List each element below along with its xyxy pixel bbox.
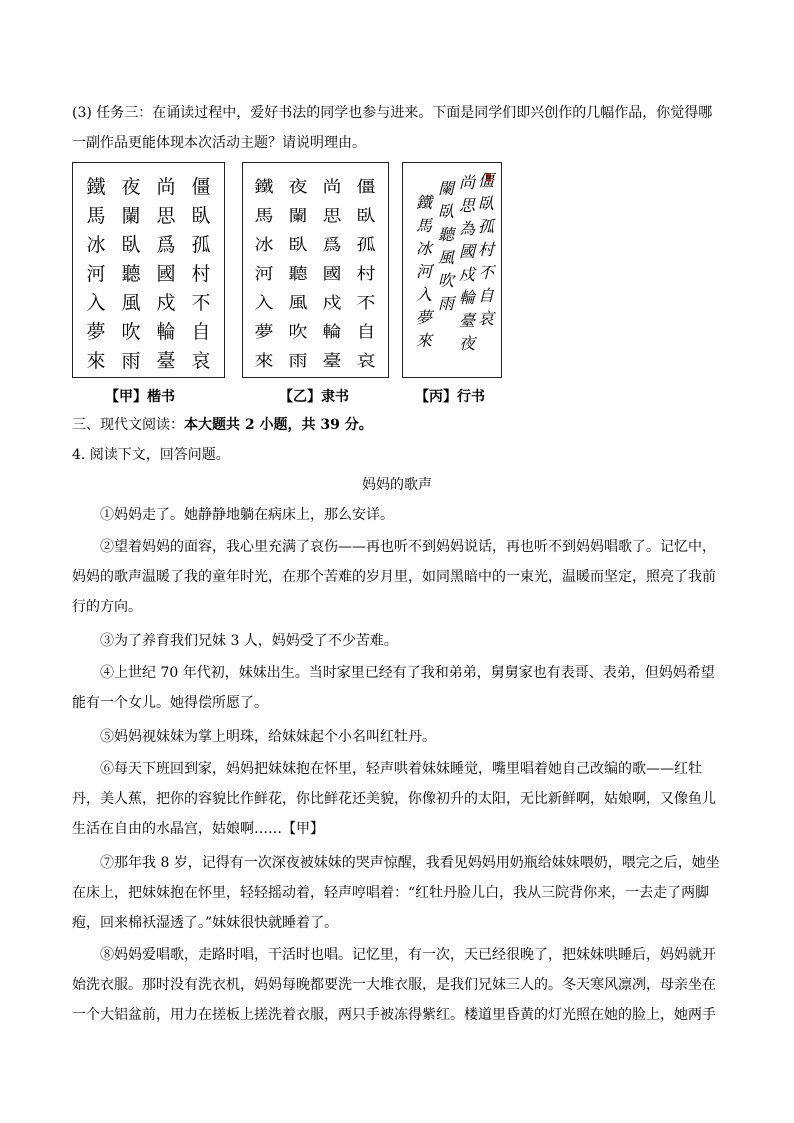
calligraphy-character: 入 (415, 285, 432, 304)
calligraphy-character: 闌 (121, 205, 141, 227)
calligraphy-character: 來 (254, 352, 274, 371)
calligraphy-character: 夢 (415, 308, 432, 327)
calligraphy-character: 尚 (322, 178, 342, 197)
lishu-column-4 (249, 173, 279, 376)
paragraph-6-line-3: 生活在自由的水晶宫，姑娘啊……【甲】 (72, 821, 324, 837)
calligraphy-panel-xingshu (402, 162, 502, 378)
calligraphy-character: 僵 (191, 176, 211, 198)
calligraphy-character: 臥 (121, 234, 141, 256)
calligraphy-character: 雨 (288, 352, 308, 371)
calligraphy-character: 臥 (356, 207, 376, 226)
kaishu-column-4 (81, 173, 111, 376)
calligraphy-panel-kaishu (72, 162, 225, 378)
calligraphy-character: 不 (477, 263, 494, 282)
calligraphy-character: 爲 (322, 236, 342, 255)
calligraphy-character: 夜 (458, 334, 475, 353)
calligraphy-character: 不 (356, 294, 376, 313)
paragraph-2-line-3: 行的方向。 (72, 599, 142, 615)
calligraphy-character: 臺 (322, 352, 342, 371)
paragraph-8-line-3: 一个大铝盆前，用力在搓板上搓洗着衣服，两只手被冻得紫红。楼道里昏黄的灯光照在她的脸上，她两手 (72, 1007, 716, 1023)
calligraphy-character: 爲 (156, 234, 176, 256)
calligraphy-character: 闌 (288, 207, 308, 226)
calligraphy-character: 鐵 (86, 176, 106, 198)
section-3-score: 本大题共 2 小题，共 39 分。 (184, 417, 373, 433)
calligraphy-character: 風 (437, 248, 454, 267)
kaishu-column-2 (151, 173, 181, 376)
calligraphy-character: 河 (415, 262, 432, 281)
calligraphy-character: 僵 (477, 171, 494, 190)
calligraphy-character: 村 (356, 265, 376, 284)
lishu-column-2 (317, 173, 347, 376)
article-title: 妈妈的歌声 (362, 477, 432, 493)
paragraph-4-line-1: ④上世纪 70 年代初，妹妹出生。当时家里已经有了我和弟弟，舅舅家也有表哥、表弟，但妈妈希望 (100, 665, 715, 681)
question-4-prompt: 4. 阅读下文，回答问题。 (72, 447, 230, 463)
calligraphy-character: 哀 (477, 309, 494, 328)
calligraphy-character: 聽 (288, 265, 308, 284)
paragraph-8-line-2: 始洗衣服。那时没有洗衣机，妈妈每晚都要洗一大堆衣服，是我们兄妹三人的。冬天寒风凛冽，母亲坐在 (72, 977, 716, 993)
calligraphy-figure (72, 162, 512, 382)
calligraphy-character: 戍 (322, 294, 342, 313)
calligraphy-character: 雨 (121, 350, 141, 372)
caption-kaishu: 【甲】楷书 (105, 389, 175, 405)
calligraphy-character: 尚 (458, 173, 475, 192)
calligraphy-panel-lishu (242, 162, 389, 378)
calligraphy-character: 河 (254, 265, 274, 284)
lishu-column-1 (351, 173, 381, 376)
calligraphy-character: 自 (356, 323, 376, 342)
paragraph-8-line-1: ⑧妈妈爱唱歌，走路时唱，干活时也唱。记忆里，有一次，天已经很晚了，把妹妹哄睡后，妈妈就开 (100, 947, 716, 963)
calligraphy-character: 村 (477, 240, 494, 259)
calligraphy-character: 鐵 (415, 193, 432, 212)
calligraphy-character: 臥 (437, 202, 454, 221)
calligraphy-character: 自 (477, 286, 494, 305)
calligraphy-character: 入 (254, 294, 274, 313)
calligraphy-character: 入 (86, 292, 106, 314)
calligraphy-character: 哀 (356, 352, 376, 371)
paragraph-7-line-2: 在床上，把妹妹抱在怀里，轻轻摇动着，轻声哼唱着：“红牡丹脸儿白，我从三院背你来，一去走了两脚 (72, 885, 710, 901)
calligraphy-character: 思 (458, 196, 475, 215)
calligraphy-character: 來 (86, 350, 106, 372)
calligraphy-character: 戍 (458, 265, 475, 284)
paragraph-5: ⑤妈妈视妹妹为掌上明珠，给妹妹起个小名叫红牡丹。 (100, 729, 436, 745)
calligraphy-character: 冰 (415, 239, 432, 258)
calligraphy-character: 哀 (191, 350, 211, 372)
calligraphy-character: 國 (322, 265, 342, 284)
calligraphy-character: 夜 (288, 178, 308, 197)
calligraphy-character: 冰 (254, 236, 274, 255)
paragraph-2-line-2: 妈妈的歌声温暖了我的童年时光，在那个苦难的岁月里，如同黑暗中的一束光，温暖而坚定，照亮了我前 (72, 569, 716, 585)
calligraphy-character: 吹 (121, 321, 141, 343)
kaishu-column-1 (186, 173, 216, 376)
calligraphy-character: 吹 (288, 323, 308, 342)
caption-xingshu: 【丙】行书 (415, 389, 485, 405)
calligraphy-character: 為 (458, 219, 475, 238)
calligraphy-character: 夢 (86, 321, 106, 343)
calligraphy-character: 聽 (121, 263, 141, 285)
calligraphy-character: 來 (415, 331, 432, 350)
calligraphy-character: 不 (191, 292, 211, 314)
calligraphy-character: 自 (191, 321, 211, 343)
paragraph-7-line-3: 疱，回来棉袄湿透了。”妹妹很快就睡着了。 (72, 915, 339, 931)
paragraph-7-line-1: ⑦那年我 8 岁，记得有一次深夜被妹妹的哭声惊醒，我看见妈妈用奶瓶给妹妹喂奶，喂完之后，她坐 (100, 855, 720, 871)
paragraph-3: ③为了养育我们兄妹 3 人，妈妈受了不少苦难。 (100, 633, 398, 649)
lishu-column-3 (283, 173, 313, 376)
xingshu-column-1 (471, 169, 501, 330)
question-3-line-2: 一副作品更能体现本次活动主题？请说明理由。 (72, 135, 366, 151)
calligraphy-character: 思 (156, 205, 176, 227)
question-3-line-1: (3) 任务三：在诵读过程中，爱好书法的同学也参与进来。下面是同学们即兴创作的几幅作品，你觉得哪 (72, 105, 713, 121)
paragraph-6-line-2: 丹，美人蕉，把你的容貌比作鲜花，你比鲜花还美貌，你像初升的太阳，无比新鲜啊，姑娘啊，又像鱼儿 (72, 791, 716, 807)
paragraph-6-line-1: ⑥每天下班回到家，妈妈把妹妹抱在怀里，轻声哄着妹妹睡觉，嘴里唱着她自己改编的歌——红牡 (100, 761, 702, 777)
calligraphy-character: 孤 (191, 234, 211, 256)
caption-lishu: 【乙】隶书 (279, 389, 349, 405)
calligraphy-character: 風 (121, 292, 141, 314)
calligraphy-character: 孤 (356, 236, 376, 255)
calligraphy-character: 馬 (415, 216, 432, 235)
calligraphy-character: 馬 (254, 207, 274, 226)
calligraphy-character: 夜 (121, 176, 141, 198)
calligraphy-character: 河 (86, 263, 106, 285)
calligraphy-character: 風 (288, 294, 308, 313)
calligraphy-character: 輪 (322, 323, 342, 342)
paragraph-2-line-1: ②望着妈妈的面容，我心里充满了哀伤——再也听不到妈妈说话，再也听不到妈妈唱歌了。记忆中， (100, 539, 716, 555)
calligraphy-character: 戍 (156, 292, 176, 314)
calligraphy-character: 聽 (437, 225, 454, 244)
calligraphy-character: 馬 (86, 205, 106, 227)
calligraphy-character: 臥 (477, 194, 494, 213)
calligraphy-character: 鐵 (254, 178, 274, 197)
paragraph-1: ①妈妈走了。她静静地躺在病床上，那么安详。 (100, 507, 394, 523)
paragraph-4-line-2: 能有一个女儿。她得偿所愿了。 (72, 695, 268, 711)
calligraphy-character: 尚 (156, 176, 176, 198)
calligraphy-character: 臥 (288, 236, 308, 255)
section-3-heading (72, 415, 373, 435)
calligraphy-character: 思 (322, 207, 342, 226)
calligraphy-character: 孤 (477, 217, 494, 236)
kaishu-column-3 (116, 173, 146, 376)
calligraphy-character: 吹 (437, 271, 454, 290)
calligraphy-character: 冰 (86, 234, 106, 256)
calligraphy-character: 輪 (156, 321, 176, 343)
calligraphy-character: 村 (191, 263, 211, 285)
calligraphy-character: 僵 (356, 178, 376, 197)
calligraphy-character: 雨 (437, 294, 454, 313)
calligraphy-character: 臥 (191, 205, 211, 227)
calligraphy-character: 闌 (437, 179, 454, 198)
calligraphy-character: 臺 (458, 311, 475, 330)
calligraphy-character: 輪 (458, 288, 475, 307)
section-3-prefix: 三、现代文阅读： (72, 417, 184, 433)
calligraphy-character: 臺 (156, 350, 176, 372)
calligraphy-character: 夢 (254, 323, 274, 342)
calligraphy-character: 國 (458, 242, 475, 261)
calligraphy-character: 國 (156, 263, 176, 285)
